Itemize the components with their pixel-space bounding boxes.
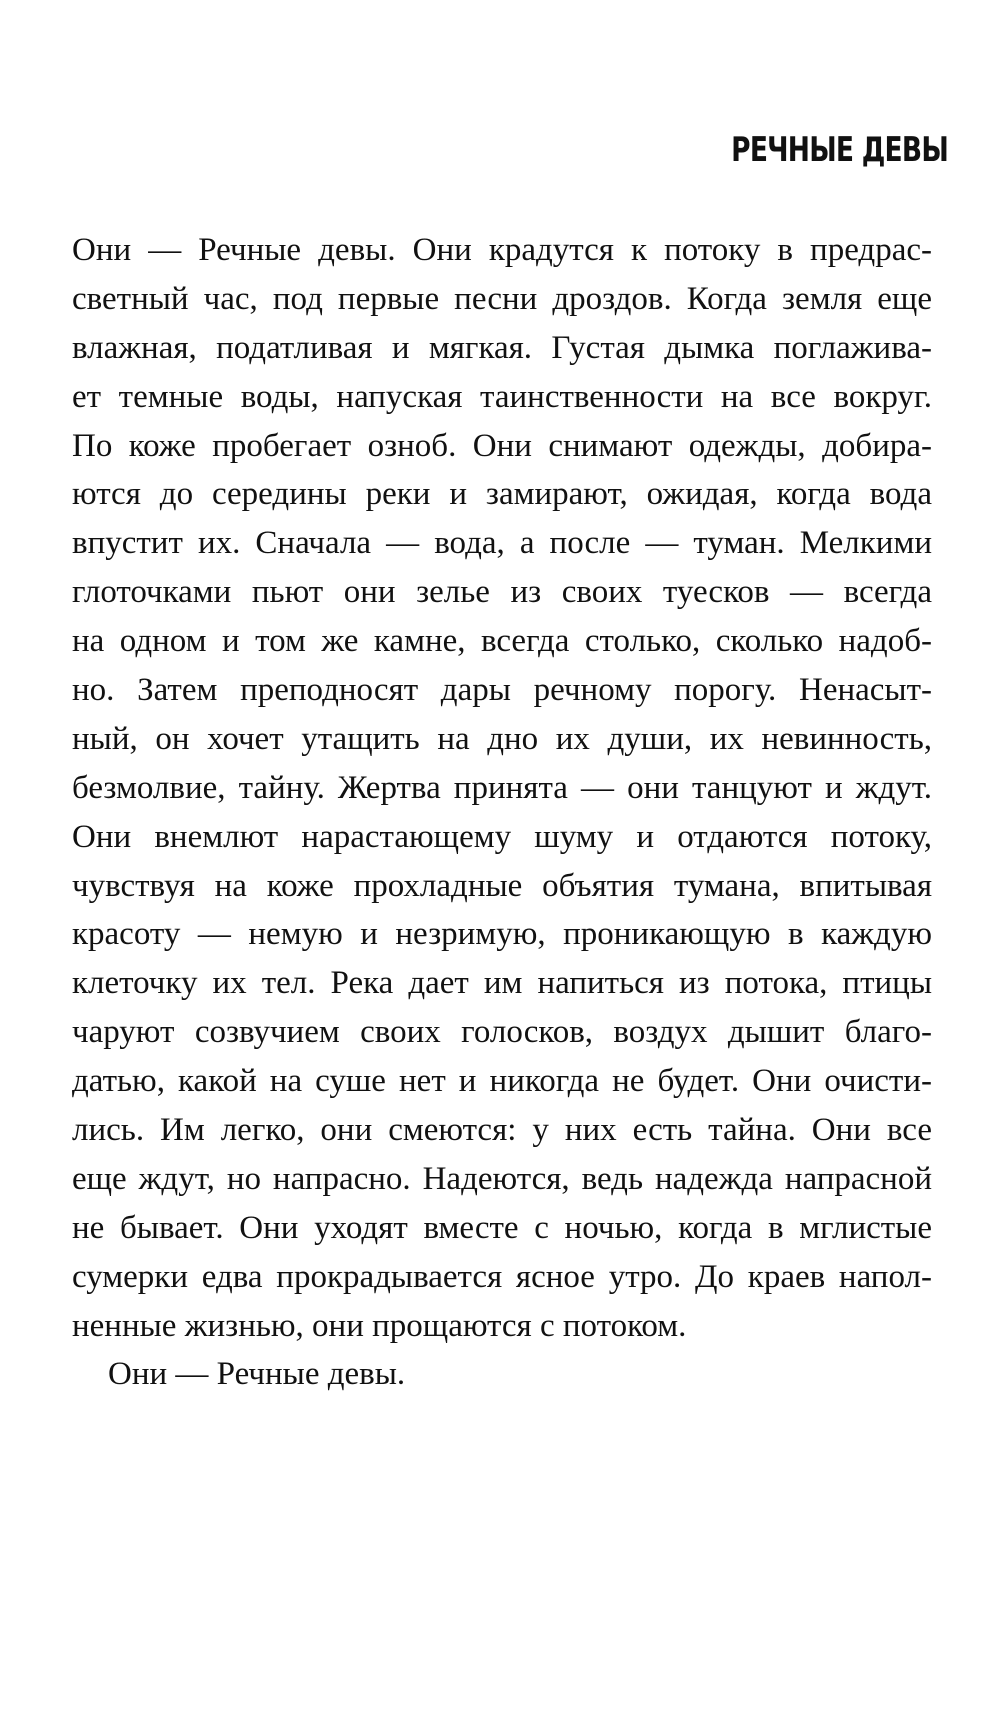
text-line: Они внемлют нарастающему шуму и отдаются потоку, — [72, 818, 932, 855]
text-line: датью, какой на суше нет и никогда не будет. Они очисти- — [72, 1063, 932, 1100]
text-line: светный час, под первые песни дроздов. Когда земля еще — [72, 280, 932, 317]
text-line: еще ждут, но напрасно. Надеются, ведь надежда напрасной — [72, 1160, 932, 1197]
text-line: впустит их. Сначала — вода, а после — туман. Мелкими — [72, 525, 932, 562]
text-line: лись. Им легко, они смеются: у них есть тайна. Они все — [72, 1112, 932, 1149]
text-line: Они — Речные девы. — [108, 1356, 406, 1393]
text-line: ются до середины реки и замирают, ожидая, когда вода — [72, 476, 932, 513]
text-line: По коже пробегает озноб. Они снимают одежды, добира- — [72, 427, 932, 464]
text-line: ненные жизнью, они прощаются с потоком. — [72, 1307, 687, 1344]
text-line: Они — Речные девы. Они крадутся к потоку в предрас- — [72, 232, 932, 268]
text-line: ный, он хочет утащить на дно их души, их невинность, — [72, 720, 932, 757]
paragraph-2 — [72, 1350, 932, 1399]
body-text — [72, 226, 932, 1399]
text-line: клеточку их тел. Река дает им напиться из потока, птицы — [72, 965, 932, 1002]
text-line: на одном и том же камне, всегда столько, сколько надоб- — [72, 623, 932, 660]
paragraph-1 — [72, 226, 932, 1350]
running-head-title: РЕЧНЫЕ ДЕВЫ — [731, 130, 948, 170]
text-line: чувствуя на коже прохладные объятия тумана, впитывая — [72, 867, 932, 904]
text-line: влажная, податливая и мягкая. Густая дымка поглажива- — [72, 329, 932, 366]
text-line: ет темные воды, напуская таинственности на все вокруг. — [72, 378, 932, 415]
text-line: но. Затем преподносят дары речному порогу. Ненасыт- — [72, 672, 932, 709]
text-line: не бывает. Они уходят вместе с ночью, когда в мглистые — [72, 1209, 932, 1246]
text-line: безмолвие, тайну. Жертва принята — они танцуют и ждут. — [72, 769, 932, 806]
text-line: сумерки едва прокрадывается ясное утро. До краев напол- — [72, 1258, 932, 1295]
text-line: глоточками пьют они зелье из своих туесков — всегда — [72, 574, 932, 611]
text-line: чаруют созвучием своих голосков, воздух дышит благо- — [72, 1014, 932, 1051]
text-line: красоту — немую и незримую, проникающую в каждую — [72, 916, 932, 953]
